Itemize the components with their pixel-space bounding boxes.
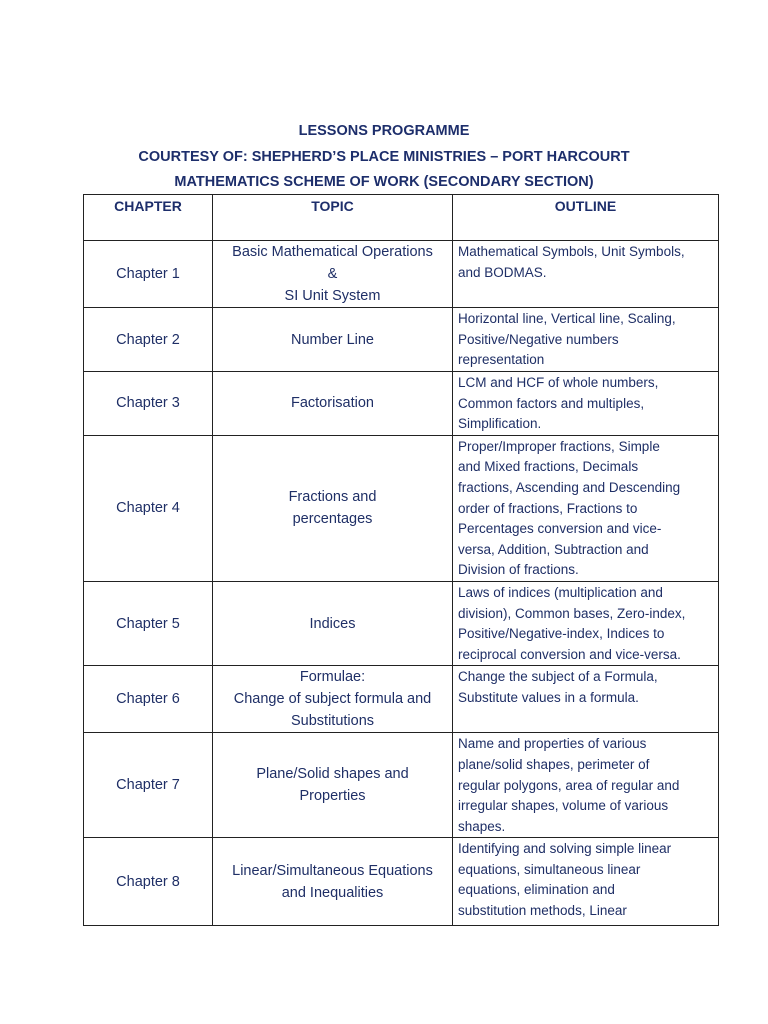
chapter-cell: Chapter 5 [84, 581, 213, 665]
outline-cell [453, 581, 719, 665]
topic-line: Plane/Solid shapes and [256, 766, 409, 783]
outline-cell [453, 435, 719, 581]
outline-line: Division of fractions. [458, 562, 579, 578]
outline-line: Common factors and multiples, [458, 395, 645, 411]
table-row [84, 372, 719, 436]
outline-line: and Mixed fractions, Decimals [458, 459, 639, 475]
outline-line: division), Common bases, Zero-index, [458, 605, 686, 621]
topic-line: Formulae: [299, 669, 366, 686]
topic-line: Change of subject formula and [233, 691, 432, 708]
topic-line: Substitutions [290, 713, 375, 730]
document-titles [0, 119, 768, 196]
topic-line: and Inequalities [281, 884, 384, 901]
header-outline: OUTLINE [453, 195, 719, 241]
chapter-cell: Chapter 3 [84, 372, 213, 436]
topic-line: Basic Mathematical Operations [232, 244, 433, 260]
chapter-cell: Chapter 6 [84, 666, 213, 733]
outline-line: Horizontal line, Vertical line, Scaling, [458, 311, 676, 326]
table-row [84, 435, 719, 581]
outline-line: Positive/Negative-index, Indices to [458, 626, 665, 642]
outline-line: Substitute values in a formula. [458, 689, 639, 705]
chapter-cell: Chapter 2 [84, 308, 213, 372]
chapter-cell: Chapter 7 [84, 733, 213, 838]
scheme-of-work-table [83, 194, 719, 926]
title-lessons-programme: LESSONS PROGRAMME [298, 123, 470, 139]
outline-cell [453, 308, 719, 372]
topic-cell [213, 733, 453, 838]
topic-line: SI Unit System [284, 288, 381, 304]
chapter-cell: Chapter 1 [84, 241, 213, 308]
outline-line: Positive/Negative numbers [458, 331, 619, 347]
topic-line: Linear/Simultaneous Equations [232, 862, 433, 879]
outline-cell [453, 666, 719, 733]
topic-cell [213, 666, 453, 733]
chapter-cell: Chapter 8 [84, 838, 213, 926]
outline-line: Percentages conversion and vice- [458, 521, 662, 537]
outline-line: Mathematical Symbols, Unit Symbols, [458, 244, 685, 259]
header-topic: TOPIC [213, 195, 453, 241]
table-row [84, 581, 719, 665]
outline-cell [453, 733, 719, 838]
topic-cell [213, 308, 453, 372]
topic-line: Factorisation [290, 395, 374, 412]
outline-line: Identifying and solving simple linear [458, 841, 672, 857]
outline-line: equations, simultaneous linear [458, 861, 641, 877]
outline-line: and BODMAS. [458, 264, 547, 280]
outline-line: substitution methods, Linear [458, 903, 627, 919]
outline-line: Laws of indices (multiplication and [458, 584, 663, 600]
outline-line: Change the subject of a Formula, [458, 669, 658, 685]
topic-cell [213, 372, 453, 436]
outline-cell [453, 838, 719, 926]
table-row [84, 666, 719, 733]
topic-line: Number Line [290, 331, 374, 348]
outline-line: LCM and HCF of whole numbers, [458, 375, 659, 390]
outline-line: fractions, Ascending and Descending [458, 479, 681, 495]
topic-cell [213, 838, 453, 926]
outline-line: representation [458, 352, 545, 368]
chapter-cell: Chapter 4 [84, 435, 213, 581]
topic-cell [213, 241, 453, 308]
outline-line: Simplification. [458, 416, 542, 432]
topic-line: & [327, 266, 338, 282]
table-row [84, 838, 719, 926]
table-header-row [84, 195, 719, 241]
outline-line: Name and properties of various [458, 736, 647, 752]
title-scheme-of-work: MATHEMATICS SCHEME OF WORK (SECONDARY SECTION) [174, 174, 594, 190]
table-row [84, 733, 719, 838]
header-chapter: CHAPTER [84, 195, 213, 241]
table-row [84, 308, 719, 372]
topic-line: Indices [309, 615, 356, 632]
table-row [84, 241, 719, 308]
title-courtesy: COURTESY OF: SHEPHERD’S PLACE MINISTRIES – PORT HARCOURT [138, 148, 630, 165]
outline-cell [453, 241, 719, 308]
outline-line: plane/solid shapes, perimeter of [458, 756, 650, 772]
topic-cell [213, 581, 453, 665]
outline-line: versa, Addition, Subtraction and [458, 541, 649, 557]
outline-line: shapes. [458, 818, 506, 834]
outline-line: reciprocal conversion and vice-versa. [458, 646, 681, 662]
topic-line: Fractions and [288, 489, 377, 506]
outline-line: equations, elimination and [458, 882, 615, 898]
outline-cell [453, 372, 719, 436]
outline-line: irregular shapes, volume of various [458, 798, 669, 814]
topic-line: percentages [292, 511, 373, 528]
topic-line: Properties [299, 788, 366, 805]
outline-line: regular polygons, area of regular and [458, 777, 680, 793]
outline-line: Proper/Improper fractions, Simple [458, 438, 660, 454]
topic-cell [213, 435, 453, 581]
outline-line: order of fractions, Fractions to [458, 500, 638, 516]
